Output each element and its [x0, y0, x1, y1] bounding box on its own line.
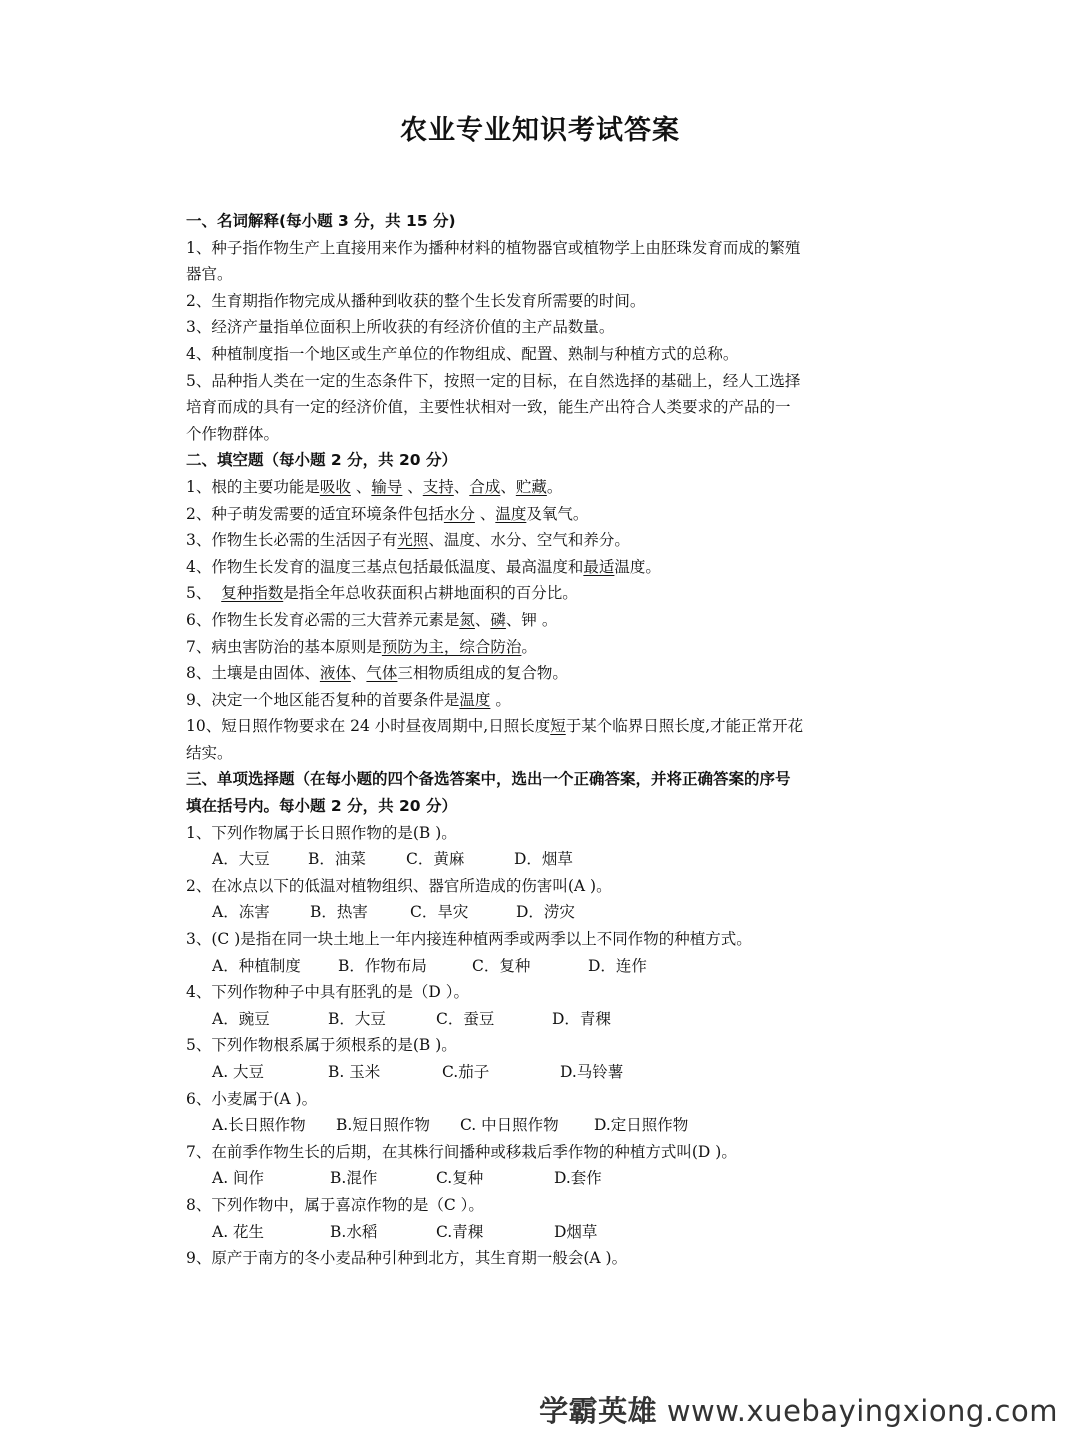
- fill-blank-question-10: [186, 713, 898, 740]
- option-c: C.青稞: [436, 1222, 484, 1241]
- question-text: 、: [453, 477, 470, 496]
- option-a: A．大豆: [212, 850, 270, 869]
- question-text: 3、作物生长必需的生活因子有: [186, 531, 398, 550]
- option-b: B.混作: [330, 1169, 378, 1188]
- definition-line: 个作物群体。: [186, 424, 280, 443]
- definition-line: 1、种子指作物生产上直接用来作为播种材料的植物器官或植物学上由胚珠发育而成的繁殖: [186, 238, 801, 257]
- question-text: 2、种子萌发需要的适宜环境条件包括: [186, 504, 444, 523]
- question-text: 、: [474, 610, 491, 629]
- question-text: 4、作物生长发育的温度三基点包括最低温度、最高温度和: [186, 557, 584, 576]
- choice-question-5: 5、下列作物根系属于须根系的是(B )。: [186, 1036, 457, 1055]
- question-text: 、: [350, 664, 367, 683]
- fill-blank-question-6: [186, 607, 898, 634]
- page-title: 农业专业知识考试答案: [400, 115, 680, 146]
- option-b: B．作物布局: [338, 956, 427, 975]
- answer-blank: 温度: [459, 690, 491, 709]
- question-text: 6、作物生长发育必需的三大营养元素是: [186, 610, 460, 629]
- answer-blank: 短: [550, 717, 566, 736]
- choice-options-1: [186, 846, 898, 873]
- section-heading-fill-blank: 二、填空题（每小题 2 分，共 20 分）: [186, 451, 457, 470]
- option-d: D．烟草: [514, 850, 573, 869]
- fill-blank-question-9: [186, 687, 898, 714]
- fill-blank-question-3: [186, 527, 898, 554]
- section-heading-multiple-choice-cont: 填在括号内。每小题 2 分，共 20 分）: [186, 797, 457, 816]
- option-c: C. 中日照作物: [460, 1116, 559, 1135]
- option-c: C.茄子: [442, 1063, 490, 1081]
- choice-question-8: 8、下列作物中，属于喜凉作物的是（C ）。: [186, 1195, 484, 1214]
- question-text: 、钾 。: [505, 610, 558, 629]
- watermark-url: www.xuebayingxiong.com: [666, 1394, 1058, 1428]
- answer-blank: 吸收: [319, 477, 351, 496]
- definition-line: 4、种植制度指一个地区或生产单位的作物组成、配置、熟制与种植方式的总称。: [186, 344, 739, 363]
- option-b: B．油菜: [308, 850, 366, 869]
- choice-question-4: 4、下列作物种子中具有胚乳的是（D ）。: [186, 983, 469, 1002]
- option-d: D．涝灾: [516, 903, 575, 922]
- choice-question-2: 2、在冰点以下的低温对植物组织、器官所造成的伤害叫(A )。: [186, 876, 612, 895]
- choice-options-5: [186, 1059, 898, 1086]
- choice-options-2: [186, 899, 898, 926]
- answer-blank: 贮藏: [515, 477, 547, 496]
- option-d: D.马铃薯: [560, 1063, 624, 1081]
- question-text: 、: [500, 477, 516, 496]
- choice-options-7: [186, 1165, 898, 1192]
- question-text: 温度。: [614, 557, 661, 576]
- choice-options-6: [186, 1112, 898, 1139]
- answer-blank: 合成: [469, 477, 501, 496]
- definition-line: 器官。: [186, 265, 233, 284]
- option-b: B.水稻: [330, 1222, 378, 1241]
- question-text: 。: [521, 637, 537, 656]
- option-c: C．复种: [472, 956, 531, 975]
- question-text: 8、土壤是由固体、: [186, 664, 320, 683]
- fill-blank-question-7: [186, 634, 898, 661]
- choice-options-4: [186, 1006, 898, 1033]
- answer-blank: 复种指数: [221, 584, 284, 603]
- fill-blank-question-8: [186, 660, 898, 687]
- question-text: 、温度、水分、空气和养分。: [428, 531, 630, 550]
- option-a: A．种植制度: [212, 956, 301, 975]
- choice-question-1: 1、下列作物属于长日照作物的是(B )。: [186, 823, 457, 842]
- question-text: 10、短日照作物要求在 24 小时昼夜周期中,日照长度: [186, 717, 551, 736]
- question-text: 、: [350, 477, 372, 496]
- site-watermark: [539, 1389, 1058, 1430]
- answer-blank: 气体: [366, 664, 398, 683]
- question-text: 7、病虫害防治的基本原则是: [186, 637, 382, 656]
- answer-blank: 液体: [319, 664, 351, 683]
- option-c: C．旱灾: [410, 903, 469, 922]
- question-text: 、: [402, 477, 423, 496]
- option-a: A.长日照作物: [212, 1116, 306, 1135]
- option-b: B．大豆: [328, 1009, 386, 1028]
- question-text: 及氧气。: [526, 504, 589, 523]
- question-text: 于某个临界日照长度,才能正常开花: [565, 717, 804, 736]
- choice-question-6: 6、小麦属于(A )。: [186, 1089, 318, 1108]
- choice-question-3: 3、(C )是指在同一块土地上一年内接连种植两季或两季以上不同作物的种植方式。: [186, 930, 752, 949]
- definition-line: 5、品种指人类在一定的生态条件下，按照一定的目标，在自然选择的基础上，经人工选择: [186, 371, 801, 390]
- option-d: D.套作: [554, 1169, 602, 1188]
- question-text: 1、根的主要功能是: [186, 477, 320, 496]
- answer-blank: 氮: [459, 610, 475, 629]
- option-a: A．豌豆: [212, 1009, 270, 1028]
- option-b: B.短日照作物: [336, 1116, 430, 1135]
- answer-blank: 水分: [443, 504, 475, 523]
- fill-blank-question-5: [186, 580, 898, 607]
- option-c: C．蚕豆: [436, 1009, 495, 1028]
- option-a: A. 间作: [212, 1169, 265, 1188]
- question-text: 。: [490, 690, 511, 709]
- option-d: D烟草: [554, 1222, 598, 1241]
- fill-blank-question-4: [186, 554, 898, 581]
- answer-blank: 光照: [397, 531, 429, 550]
- answer-blank: 输导: [371, 477, 403, 496]
- option-d: D.定日照作物: [594, 1116, 689, 1135]
- option-b: B．热害: [310, 903, 368, 922]
- question-text: 三相物质组成的复合物。: [397, 664, 568, 683]
- question-text: 9、决定一个地区能否复种的首要条件是: [186, 690, 460, 709]
- option-d: D．连作: [588, 956, 647, 975]
- fill-blank-question-1: [186, 474, 898, 501]
- fill-blank-question-10-cont: 结实。: [186, 743, 233, 762]
- definition-line: 培育而成的具有一定的经济价值，主要性状相对一致，能生产出符合人类要求的产品的一: [186, 398, 791, 417]
- choice-options-3: [186, 953, 898, 980]
- fill-blank-question-2: [186, 501, 898, 528]
- choice-options-8: [186, 1219, 898, 1246]
- answer-blank: 磷: [490, 610, 506, 629]
- option-a: A．冻害: [212, 903, 270, 922]
- watermark-brand: 学霸英雄: [539, 1394, 658, 1428]
- question-text: 。: [546, 477, 563, 496]
- choice-question-9: 9、原产于南方的冬小麦品种引种到北方，其生育期一般会(A )。: [186, 1249, 628, 1268]
- option-d: D．青稞: [552, 1009, 611, 1028]
- option-a: A. 花生: [212, 1222, 265, 1241]
- answer-blank: 支持: [422, 477, 454, 496]
- question-text: 是指全年总收获面积占耕地面积的百分比。: [283, 584, 578, 603]
- choice-question-7: 7、在前季作物生长的后期，在其株行间播种或移栽后季作物的种植方式叫(D )。: [186, 1142, 737, 1161]
- question-text: 、: [474, 504, 496, 523]
- definition-line: 3、经济产量指单位面积上所收获的有经济价值的主产品数量。: [186, 318, 615, 337]
- answer-blank: 最适: [583, 557, 615, 576]
- option-c: C．黄麻: [406, 850, 465, 869]
- option-b: B. 玉米: [328, 1063, 381, 1081]
- question-text: 5、: [186, 584, 222, 603]
- answer-blank: 温度: [495, 504, 527, 523]
- definition-line: 2、生育期指作物完成从播种到收获的整个生长发育所需要的时间。: [186, 291, 646, 310]
- option-a: A. 大豆: [212, 1063, 265, 1081]
- answer-blank: 预防为主，综合防治: [381, 637, 522, 656]
- section-heading-definitions: 一、名词解释(每小题 3 分，共 15 分): [186, 212, 456, 230]
- document-body: [186, 208, 898, 1272]
- option-c: C.复种: [436, 1169, 484, 1188]
- section-heading-multiple-choice: 三、单项选择题（在每小题的四个备选答案中，选出一个正确答案，并将正确答案的序号: [186, 770, 791, 789]
